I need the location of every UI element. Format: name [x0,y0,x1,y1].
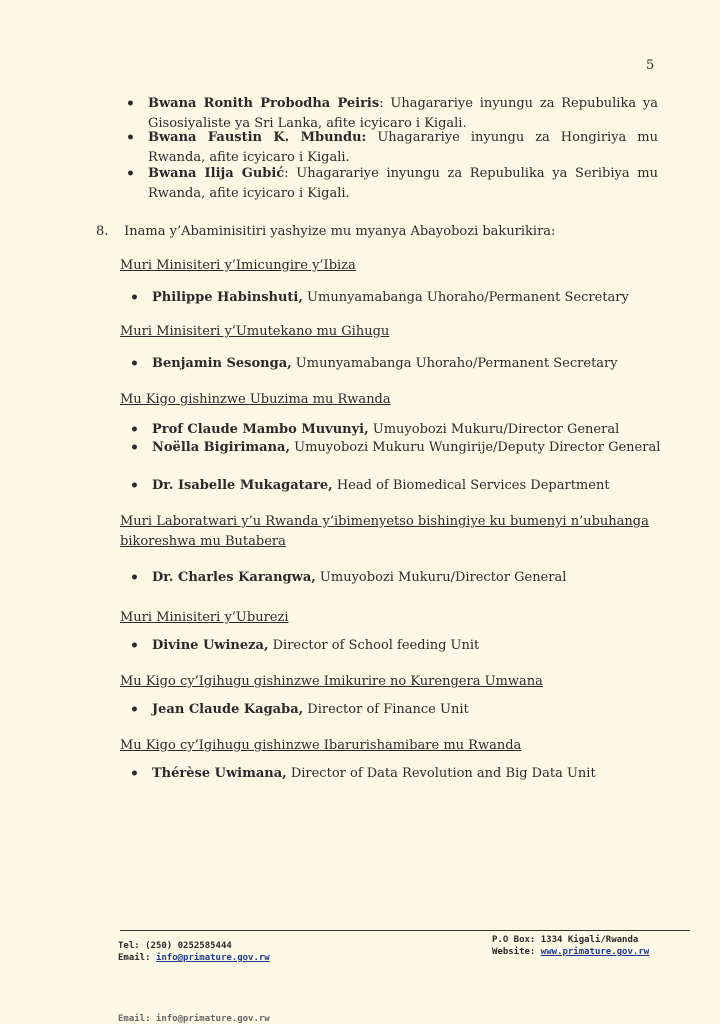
bullet-icon: • [126,166,135,182]
person-name: Dr. Charles Karangwa, [152,570,316,585]
bleed-through-text: Email: info@primature.gov.rw [118,1014,270,1024]
bullet-icon: • [130,422,139,438]
person-role: Umuyobozi Mukuru Wungirije/Deputy Director General [289,440,661,455]
list-item [130,568,662,588]
person-role: Umunyamabanga Uhoraho/Permanent Secretary [302,290,629,305]
email-link[interactable]: info@primature.gov.rw [155,953,270,963]
list-item [130,636,662,656]
person-name: Bwana Faustin K. Mbundu: [148,130,367,145]
person-role: Head of Biomedical Services Department [332,478,610,493]
bullet-icon: • [130,702,139,718]
section-heading: Muri Minisiteri y’Uburezi [120,610,289,625]
paragraph-text: Inama y’Abaminisitiri yashyize mu myanya Abayobozi bakurikira: [124,224,556,239]
bullet-icon: • [130,638,139,654]
section-heading: Muri Minisiteri y’Imicungire y’Ibiza [120,258,356,273]
person-role: Director of Finance Unit [303,702,469,717]
footer-email: Email: info@primature.gov.rw [118,953,270,963]
section-heading: Mu Kigo gishinzwe Ubuzima mu Rwanda [120,392,391,407]
footer-contact [118,940,270,964]
person-role: Director of Data Revolution and Big Data Unit [286,766,596,781]
list-item [130,354,662,374]
person-role: Director of School feeding Unit [268,638,480,653]
numbered-paragraph [96,222,656,242]
section-heading: Mu Kigo cy’Igihugu gishinzwe Imikurire no Kurengera Umwana [120,674,543,689]
person-name: Dr. Isabelle Mukagatare, [152,478,333,493]
bullet-icon: • [126,96,135,112]
person-role: Umunyamabanga Uhoraho/Permanent Secretary [291,356,618,371]
person-role: Uhagarariye inyungu za Hongiriya mu Rwanda, afite icyicaro i Kigali. [148,130,658,165]
person-name: Bwana Ilija Gubić [148,166,285,181]
footer-website: Website: www.primature.gov.rw [492,947,650,957]
person-role: Uhagarariye inyungu za Repubulika ya Gisosiyaliste ya Sri Lanka, afite icyicaro i Kigali. [148,96,658,131]
bullet-icon: • [130,440,139,456]
person-name: Philippe Habinshuti, [152,290,303,305]
bullet-icon: • [130,290,139,306]
list-item: • Bwana Ronith Probodha Peiris: Uhagarariye inyungu za Repubulika ya Gisosiyaliste ya Sri Lanka, afite icyicaro i Kigali. [126,96,658,131]
website-link[interactable]: www.primature.gov.rw [540,947,650,957]
section-heading: Muri Minisiteri y’Umutekano mu Gihugu [120,324,390,339]
person-name: Thérèse Uwimana, [152,766,287,781]
page-number: 5 [646,58,655,73]
list-item [130,700,662,720]
paragraph-number: 8. [96,224,109,239]
person-name: Benjamin Sesonga, [152,356,292,371]
list-item [126,128,658,168]
footer-address [492,934,649,958]
footer-pobox: P.O Box: 1334 Kigali/Rwanda [492,935,639,945]
footer-tel: Tel: (250) 0252585444 [118,941,232,951]
person-name: Noëlla Bigirimana, [152,440,290,455]
section-heading: Mu Kigo cy’Igihugu gishinzwe Ibarurishamibare mu Rwanda [120,738,522,753]
bullet-icon: • [130,766,139,782]
person-role: Umuyobozi Mukuru/Director General [368,422,620,437]
list-item [130,476,662,496]
footer-divider [120,930,690,931]
bullet-icon: • [130,356,139,372]
section-heading: Muri Laboratwari y’u Rwanda y’ibimenyetso bishingiye ku bumenyi n’ubuhanga bikoreshwa mu Butabera [120,514,649,549]
list-item [130,764,662,784]
person-name: Bwana Ronith Probodha Peiris [148,96,380,111]
person-name: Divine Uwineza, [152,638,269,653]
list-item [130,288,662,308]
bullet-icon: • [126,130,135,146]
bullet-icon: • [130,478,139,494]
list-item: • Bwana Ilija Gubić: Uhagarariye inyungu za Repubulika ya Seribiya mu Rwanda, afite icyicaro i Kigali. [126,166,658,201]
person-role: Umuyobozi Mukuru/Director General [315,570,567,585]
person-name: Jean Claude Kagaba, [152,702,304,717]
bullet-icon: • [130,570,139,586]
person-name: Prof Claude Mambo Muvunyi, [152,422,369,437]
list-item [130,438,662,458]
list-item [130,420,662,440]
person-role: Uhagarariye inyungu za Repubulika ya Seribiya mu Rwanda, afite icyicaro i Kigali. [148,166,658,201]
